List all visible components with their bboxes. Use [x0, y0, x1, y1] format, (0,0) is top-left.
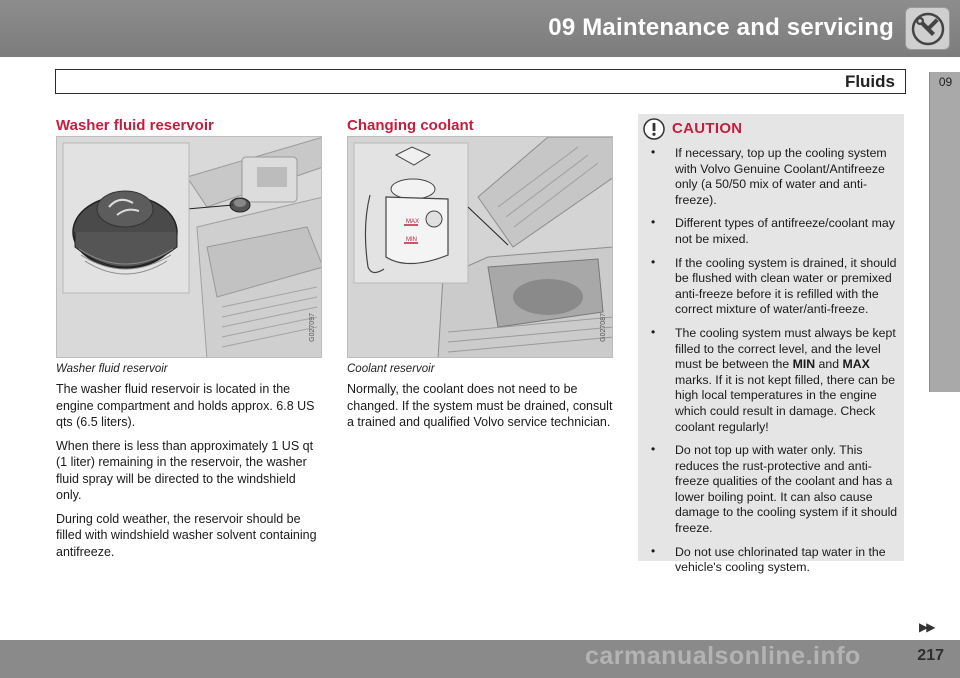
bullet: •: [651, 543, 656, 558]
list-item: [646, 443, 900, 537]
list-item: [646, 256, 900, 318]
paragraph: The washer fluid reservoir is located in the engine compartment and holds approx. 6.8 US qts (6.5 liters).: [56, 382, 315, 429]
section-title: Fluids: [844, 72, 895, 91]
bullet: •: [651, 324, 656, 339]
max-label: MAX: [842, 357, 870, 372]
list-item: [646, 326, 900, 435]
page-number: 217: [917, 647, 944, 664]
max-mark-label: MAX: [406, 219, 420, 225]
paragraph: Normally, the coolant does not need to be changed. If the system must be drained, consult a trained and qualified Volvo service technician.: [347, 382, 613, 429]
caution-list: [646, 146, 900, 584]
changing-coolant-heading: Changing coolant: [347, 117, 474, 134]
caution-item-text: Different types of antifreeze/coolant may not be mixed.: [675, 216, 895, 246]
washer-fluid-body: [56, 381, 324, 567]
caution-item-text: marks. If it is not kept filled, there can be high local temperatures in the engine which could result in damage. Check coolant regularly!: [675, 372, 896, 434]
chapter-side-tab[interactable]: [929, 72, 960, 392]
caution-title: CAUTION: [672, 120, 743, 137]
bullet: •: [651, 254, 656, 269]
caution-item-text: Do not top up with water only. This reduces the rust-protective and anti-freeze qualities of the coolant and has a lower boiling point. It can also cause damage to the cooling system if it should freeze.: [675, 443, 898, 536]
caution-item-text: If necessary, top up the cooling system with Volvo Genuine Coolant/Antifreeze only (a 50/50 mix of water and anti-freeze).: [675, 146, 887, 207]
paragraph: When there is less than approximately 1 US qt (1 liter) remaining in the reservoir, the washer fluid spray will be directed to the windshield only.: [56, 438, 314, 502]
side-tab-label: 09: [938, 75, 953, 89]
chapter-title: 09 Maintenance and servicing: [548, 14, 894, 41]
coolant-body: [347, 381, 615, 438]
caution-item-text: If the cooling system is drained, it should be flushed with clean water or premixed anti-freeze before it is refilled with the correct mixture of water/anti-freeze.: [675, 255, 897, 317]
washer-fluid-figure: [56, 136, 322, 358]
washer-fluid-heading: Washer fluid reservoir: [56, 117, 214, 134]
paragraph: During cold weather, the reservoir should be filled with windshield washer solvent containing antifreeze.: [56, 511, 317, 559]
figure-code: G027097: [309, 313, 316, 342]
bullet: •: [651, 145, 656, 159]
caution-box: [638, 114, 904, 575]
next-page-arrows-icon[interactable]: ▶▶: [919, 620, 934, 634]
min-label: MIN: [792, 357, 816, 372]
wrench-icon: [905, 7, 950, 50]
coolant-caption: Coolant reservoir: [347, 363, 435, 375]
min-mark-label: MIN: [406, 237, 417, 243]
list-item: [646, 146, 900, 208]
section-header-bar: [55, 69, 906, 94]
bullet: •: [651, 215, 656, 230]
caution-item-text: The cooling system must always be kept filled to the correct level, and the level must be between the: [675, 325, 896, 372]
washer-fluid-caption: Washer fluid reservoir: [56, 363, 168, 375]
figure-code: G027087: [600, 313, 607, 342]
warning-icon: [642, 118, 666, 140]
coolant-reservoir-figure: [347, 136, 613, 358]
caution-item-text: and: [815, 357, 843, 372]
caution-item-text: Do not use chlorinated tap water in the vehicle's cooling system.: [675, 544, 886, 575]
list-item: [646, 216, 900, 247]
list-item: [646, 545, 900, 576]
watermark: carmanualsonline.info: [585, 642, 861, 670]
bullet: •: [651, 442, 656, 457]
